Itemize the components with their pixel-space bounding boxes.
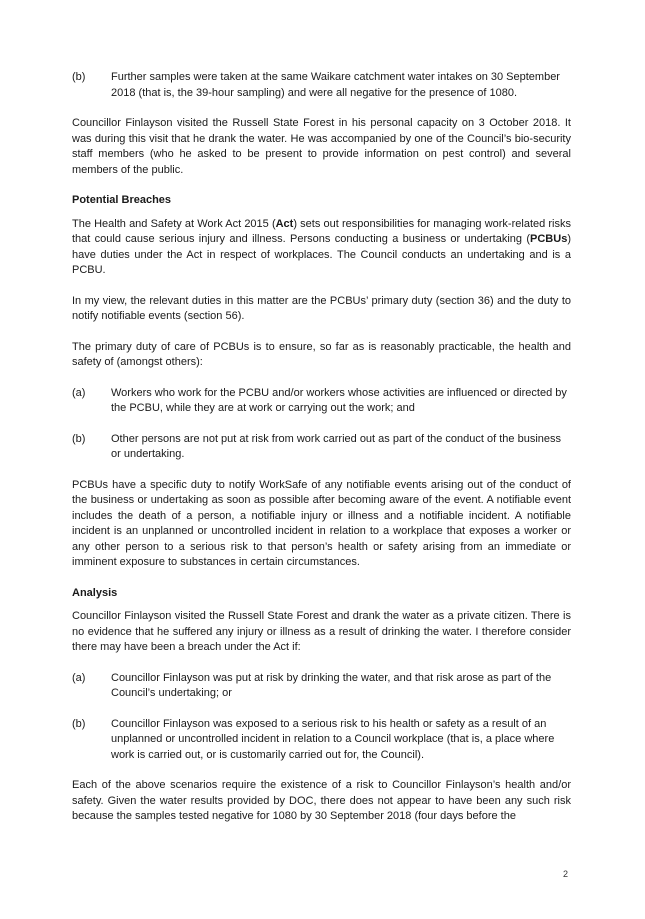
list-item <box>72 717 571 764</box>
list-item-label: (b) <box>72 71 86 83</box>
list-item-label: (a) <box>72 671 86 684</box>
paragraph-duties: In my view, the relevant duties in this matter are the PCBUs’ primary duty (section 36) and the duty to notify notifiable events (section 56). <box>72 294 571 322</box>
list-item <box>72 671 571 702</box>
list-item-text: Other persons are not put at risk from work carried out as part of the conduct of the business or undertaking. <box>111 432 562 460</box>
paragraph-act-text-1: The Health and Safety at Work Act 2015 ( <box>72 217 276 230</box>
page-body <box>72 70 571 840</box>
list-item-text: Councillor Finlayson was put at risk by drinking the water, and that risk arose as part of the Council’s undertaking; or <box>111 671 552 699</box>
list-item <box>72 386 571 417</box>
paragraph-analysis: Councillor Finlayson visited the Russell State Forest and drank the water as a private citizen. There is no evidence that he suffered any injury or illness as a result of drinking the water. I therefore consider there may have been a breach under the Act if: <box>72 610 571 653</box>
paragraph-act-text-3: ) have duties under the Act in respect of workplaces. The Council conducts an undertaking and is a PCBU. <box>72 233 571 276</box>
pcbus-term: PCBUs <box>530 233 568 245</box>
list-item-text: Councillor Finlayson was exposed to a serious risk to his health or safety as a result of an unplanned or uncontrolled incident in relation to a Council workplace (that is, a place where work is carried out, or is customarily carried out for, the Council). <box>111 717 555 761</box>
page-number: 2 <box>563 869 569 879</box>
list-item-text: Workers who work for the PCBU and/or workers whose activities are influenced or directed by the PCBU, while they are at work or carrying out the work; and <box>111 386 567 414</box>
list-item-label: (b) <box>72 717 86 730</box>
act-term: Act <box>275 217 294 230</box>
heading-potential-breaches: Potential Breaches <box>72 194 172 206</box>
paragraph-primary-duty: The primary duty of care of PCBUs is to ensure, so far as is reasonably practicable, the health and safety of (amongst others): <box>72 340 571 368</box>
paragraph-notify: PCBUs have a specific duty to notify WorkSafe of any notifiable events arising out of the conduct of the business or undertaking as soon as possible after becoming aware of the event. A notifiable event includes the death of a person, a notifiable injury or illness and a notifiable incident. A notifiable incident is an unplanned or uncontrolled incident in relation to a workplace that exposes a worker or any other person to a serious risk to that person’s health or safety arising from an immediate or imminent exposure to substances in certain circumstances. <box>72 478 571 568</box>
list-item-label: (a) <box>72 386 86 399</box>
list-item-text: Further samples were taken at the same Waikare catchment water intakes on 30 September 2018 (that is, the 39-hour sampling) and were all negative for the presence of 1080. <box>111 71 560 99</box>
heading-analysis: Analysis <box>72 586 118 599</box>
paragraph-act-text-2: ) sets out responsibilities for managing work-related risks that could cause serious injury and illness. Persons conducting a business or undertaking ( <box>72 217 571 245</box>
list-item <box>72 70 571 101</box>
paragraph-visit: Councillor Finlayson visited the Russell State Forest in his personal capacity on 3 October 2018. It was during this visit that he drank the water. He was accompanied by one of the Council’s bio-security staff members (who he asked to be present to provide information on pest control) and several members of the public. <box>72 117 571 176</box>
paragraph-act <box>72 217 571 279</box>
list-item-label: (b) <box>72 432 86 445</box>
list-item <box>72 432 571 463</box>
paragraph-scenarios: Each of the above scenarios require the existence of a risk to Councillor Finlayson’s health and/or safety. Given the water results provided by DOC, there does not appear to have been any such risk because the samples tested negative for 1080 by 30 September 2018 (four days before the <box>72 779 571 822</box>
